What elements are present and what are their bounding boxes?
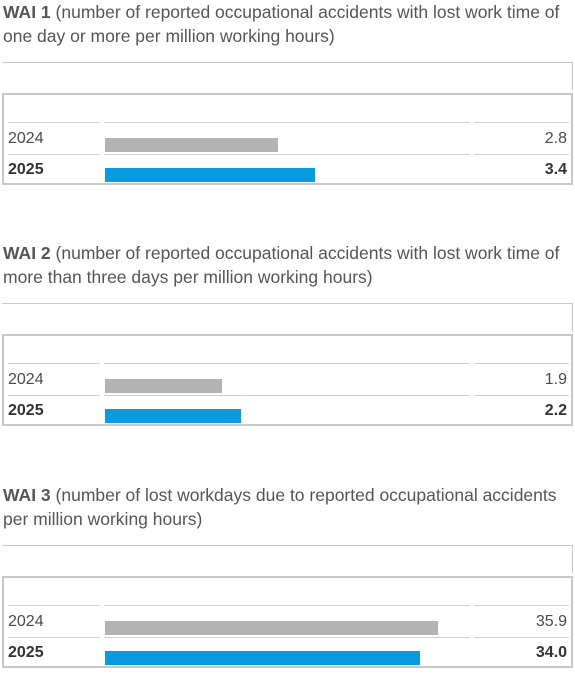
- wai3-grid-line: [474, 637, 569, 638]
- wai1-title-bold: WAI 1: [3, 2, 51, 22]
- wai1-label-2024: 2024: [8, 130, 44, 147]
- wai3-value-2024: 35.9: [535, 613, 567, 630]
- wai1-label-2025: 2025: [8, 161, 44, 178]
- wai1-grid-line: [104, 122, 470, 123]
- wai2-label-2025: 2025: [8, 402, 44, 419]
- wai2-grid-line: [8, 395, 100, 396]
- wai3-grid-line: [104, 605, 470, 606]
- wai1-grid-line: [474, 154, 569, 155]
- wai2-bar-2024: [105, 379, 222, 393]
- wai2-top-band: [2, 303, 573, 331]
- wai1-grid-line: [104, 154, 470, 155]
- wai2-grid-line: [8, 363, 100, 364]
- wai2-title-bold: WAI 2: [3, 243, 51, 263]
- wai3-top-band: [2, 545, 573, 573]
- wai3-label-2025: 2025: [8, 644, 44, 661]
- wai3-title-text: (number of lost workdays due to reported occupational accidents per million working hours): [3, 485, 557, 529]
- wai1-bar-2024: [105, 138, 278, 152]
- wai2-value-2025: 2.2: [544, 402, 567, 419]
- wai2-heading: [3, 241, 568, 289]
- wai3-grid-line: [104, 637, 470, 638]
- wai3-grid-line: [474, 605, 569, 606]
- wai2-value-2024: 1.9: [544, 371, 567, 388]
- wai3-value-2025: 34.0: [535, 644, 567, 661]
- wai2-title-text: (number of reported occupational accidents with lost work time of more than three days per million working hours): [3, 243, 560, 287]
- wai1-grid-line: [474, 122, 569, 123]
- wai1-value-2024: 2.8: [544, 130, 567, 147]
- wai3-title-bold: WAI 3: [3, 485, 51, 505]
- wai2-grid-line: [104, 395, 470, 396]
- wai1-bar-2025: [105, 168, 315, 182]
- wai1-grid-line: [8, 154, 100, 155]
- wai3-bar-2024: [105, 621, 438, 635]
- wai2-bar-2025: [105, 409, 241, 423]
- wai3-heading: [3, 483, 568, 531]
- wai1-value-2025: 3.4: [544, 161, 567, 178]
- wai2-label-2024: 2024: [8, 371, 44, 388]
- wai1-top-band: [2, 62, 573, 90]
- wai3-grid-line: [8, 637, 100, 638]
- wai1-heading: [3, 0, 568, 48]
- wai1-title-text: (number of reported occupational accidents with lost work time of one day or more per million working hours): [3, 2, 560, 46]
- wai2-grid-line: [104, 363, 470, 364]
- wai2-chart-box: [2, 334, 573, 426]
- wai2-grid-line: [474, 395, 569, 396]
- wai3-grid-line: [8, 605, 100, 606]
- wai3-bar-2025: [105, 651, 420, 665]
- wai2-grid-line: [474, 363, 569, 364]
- wai3-label-2024: 2024: [8, 613, 44, 630]
- wai1-grid-line: [8, 122, 100, 123]
